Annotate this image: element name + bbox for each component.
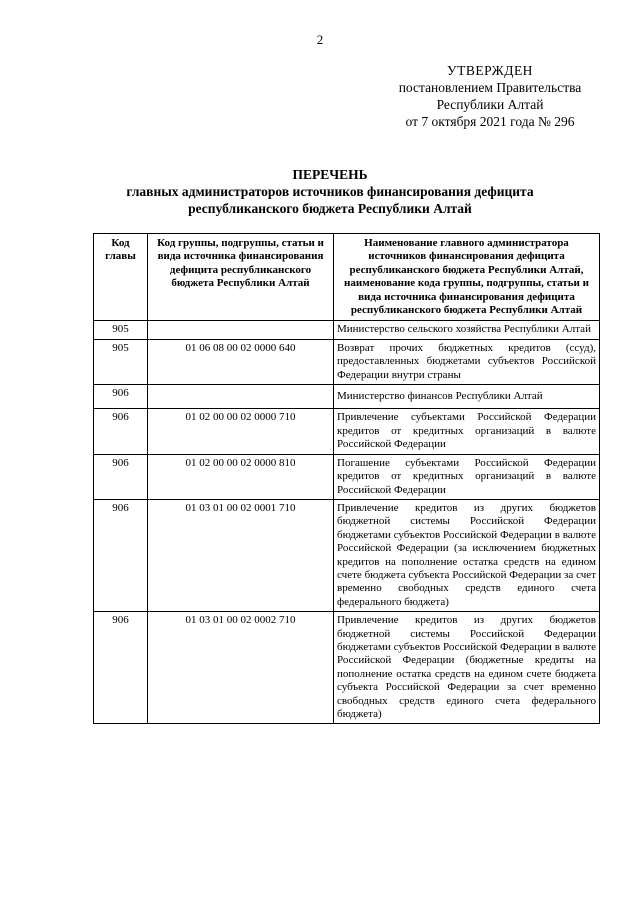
document-heading: [60, 166, 600, 217]
cell-source-code: 01 02 00 00 02 0000 810: [148, 454, 334, 499]
table-row: [94, 385, 600, 409]
approval-line-1: постановлением Правительства: [398, 80, 582, 95]
approval-line-3: от 7 октября 2021 года № 296: [405, 114, 575, 129]
table-row: [94, 409, 600, 454]
cell-name: Министерство финансов Республики Алтай: [334, 385, 600, 409]
cell-name: Возврат прочих бюджетных кредитов (ссуд), предоставленных бюджетами субъектов Российской Федерации внутри страны: [334, 339, 600, 384]
cell-source-code: 01 06 08 00 02 0000 640: [148, 339, 334, 384]
cell-chapter-code: 906: [94, 612, 148, 724]
header-source-code: Код группы, подгруппы, статьи и вида источника финансирования дефицита республиканского бюджета Республики Алтай: [148, 234, 334, 321]
cell-chapter-code: 906: [94, 499, 148, 611]
cell-name: Привлечение субъектами Российской Федерации кредитов от кредитных организаций в валюте Российской Федерации: [334, 409, 600, 454]
heading-title: ПЕРЕЧЕНЬ: [292, 167, 368, 182]
table-header-row: [94, 234, 600, 321]
table-row: [94, 339, 600, 384]
approval-line-2: Республики Алтай: [436, 97, 544, 112]
cell-chapter-code: 906: [94, 454, 148, 499]
heading-line-1: главных администраторов источников финансирования дефицита: [126, 184, 534, 199]
header-chapter-code: Код главы: [94, 234, 148, 321]
heading-line-2: республиканского бюджета Республики Алтай: [188, 201, 472, 216]
cell-chapter-code: 906: [94, 409, 148, 454]
page-number: 2: [316, 32, 324, 47]
cell-name: Привлечение кредитов из других бюджетов бюджетной системы Российской Федерации бюджетами субъектов Российской Федерации в валюте Российской Федерации (за исключением бюджетных кредитов на пополнение остатка средств на едином счете бюджета субъекта Российской Федерации за счет временно свободных средств единого счета федерального бюджета): [334, 499, 600, 611]
cell-name: Погашение субъектами Российской Федерации кредитов от кредитных организаций в валюте Российской Федерации: [334, 454, 600, 499]
table-row: [94, 612, 600, 724]
table-row: [94, 454, 600, 499]
cell-name: Привлечение кредитов из других бюджетов бюджетной системы Российской Федерации бюджетами субъектов Российской Федерации в валюте Российской Федерации (бюджетные кредиты на пополнение остатка средств на едином счете бюджета субъекта Российской Федерации за счет временно свободных средств единого счета федерального бюджета): [334, 612, 600, 724]
approval-title: УТВЕРЖДЕН: [447, 63, 533, 78]
administrators-table: [93, 233, 600, 724]
cell-chapter-code: 905: [94, 321, 148, 339]
table-row: [94, 321, 600, 339]
table-row: [94, 499, 600, 611]
cell-source-code: 01 03 01 00 02 0002 710: [148, 612, 334, 724]
cell-chapter-code: 905: [94, 339, 148, 384]
cell-name: Министерство сельского хозяйства Республики Алтай: [334, 321, 600, 339]
cell-source-code: 01 03 01 00 02 0001 710: [148, 499, 334, 611]
approval-stamp: [380, 62, 600, 130]
cell-chapter-code: 906: [94, 385, 148, 409]
cell-source-code: [148, 385, 334, 409]
header-name: Наименование главного администратора источников финансирования дефицита республиканского бюджета Республики Алтай, наименование кода группы, подгруппы, статьи и вида источника финансирования дефицита республиканского бюджета Республики Алтай: [334, 234, 600, 321]
cell-source-code: 01 02 00 00 02 0000 710: [148, 409, 334, 454]
cell-source-code: [148, 321, 334, 339]
